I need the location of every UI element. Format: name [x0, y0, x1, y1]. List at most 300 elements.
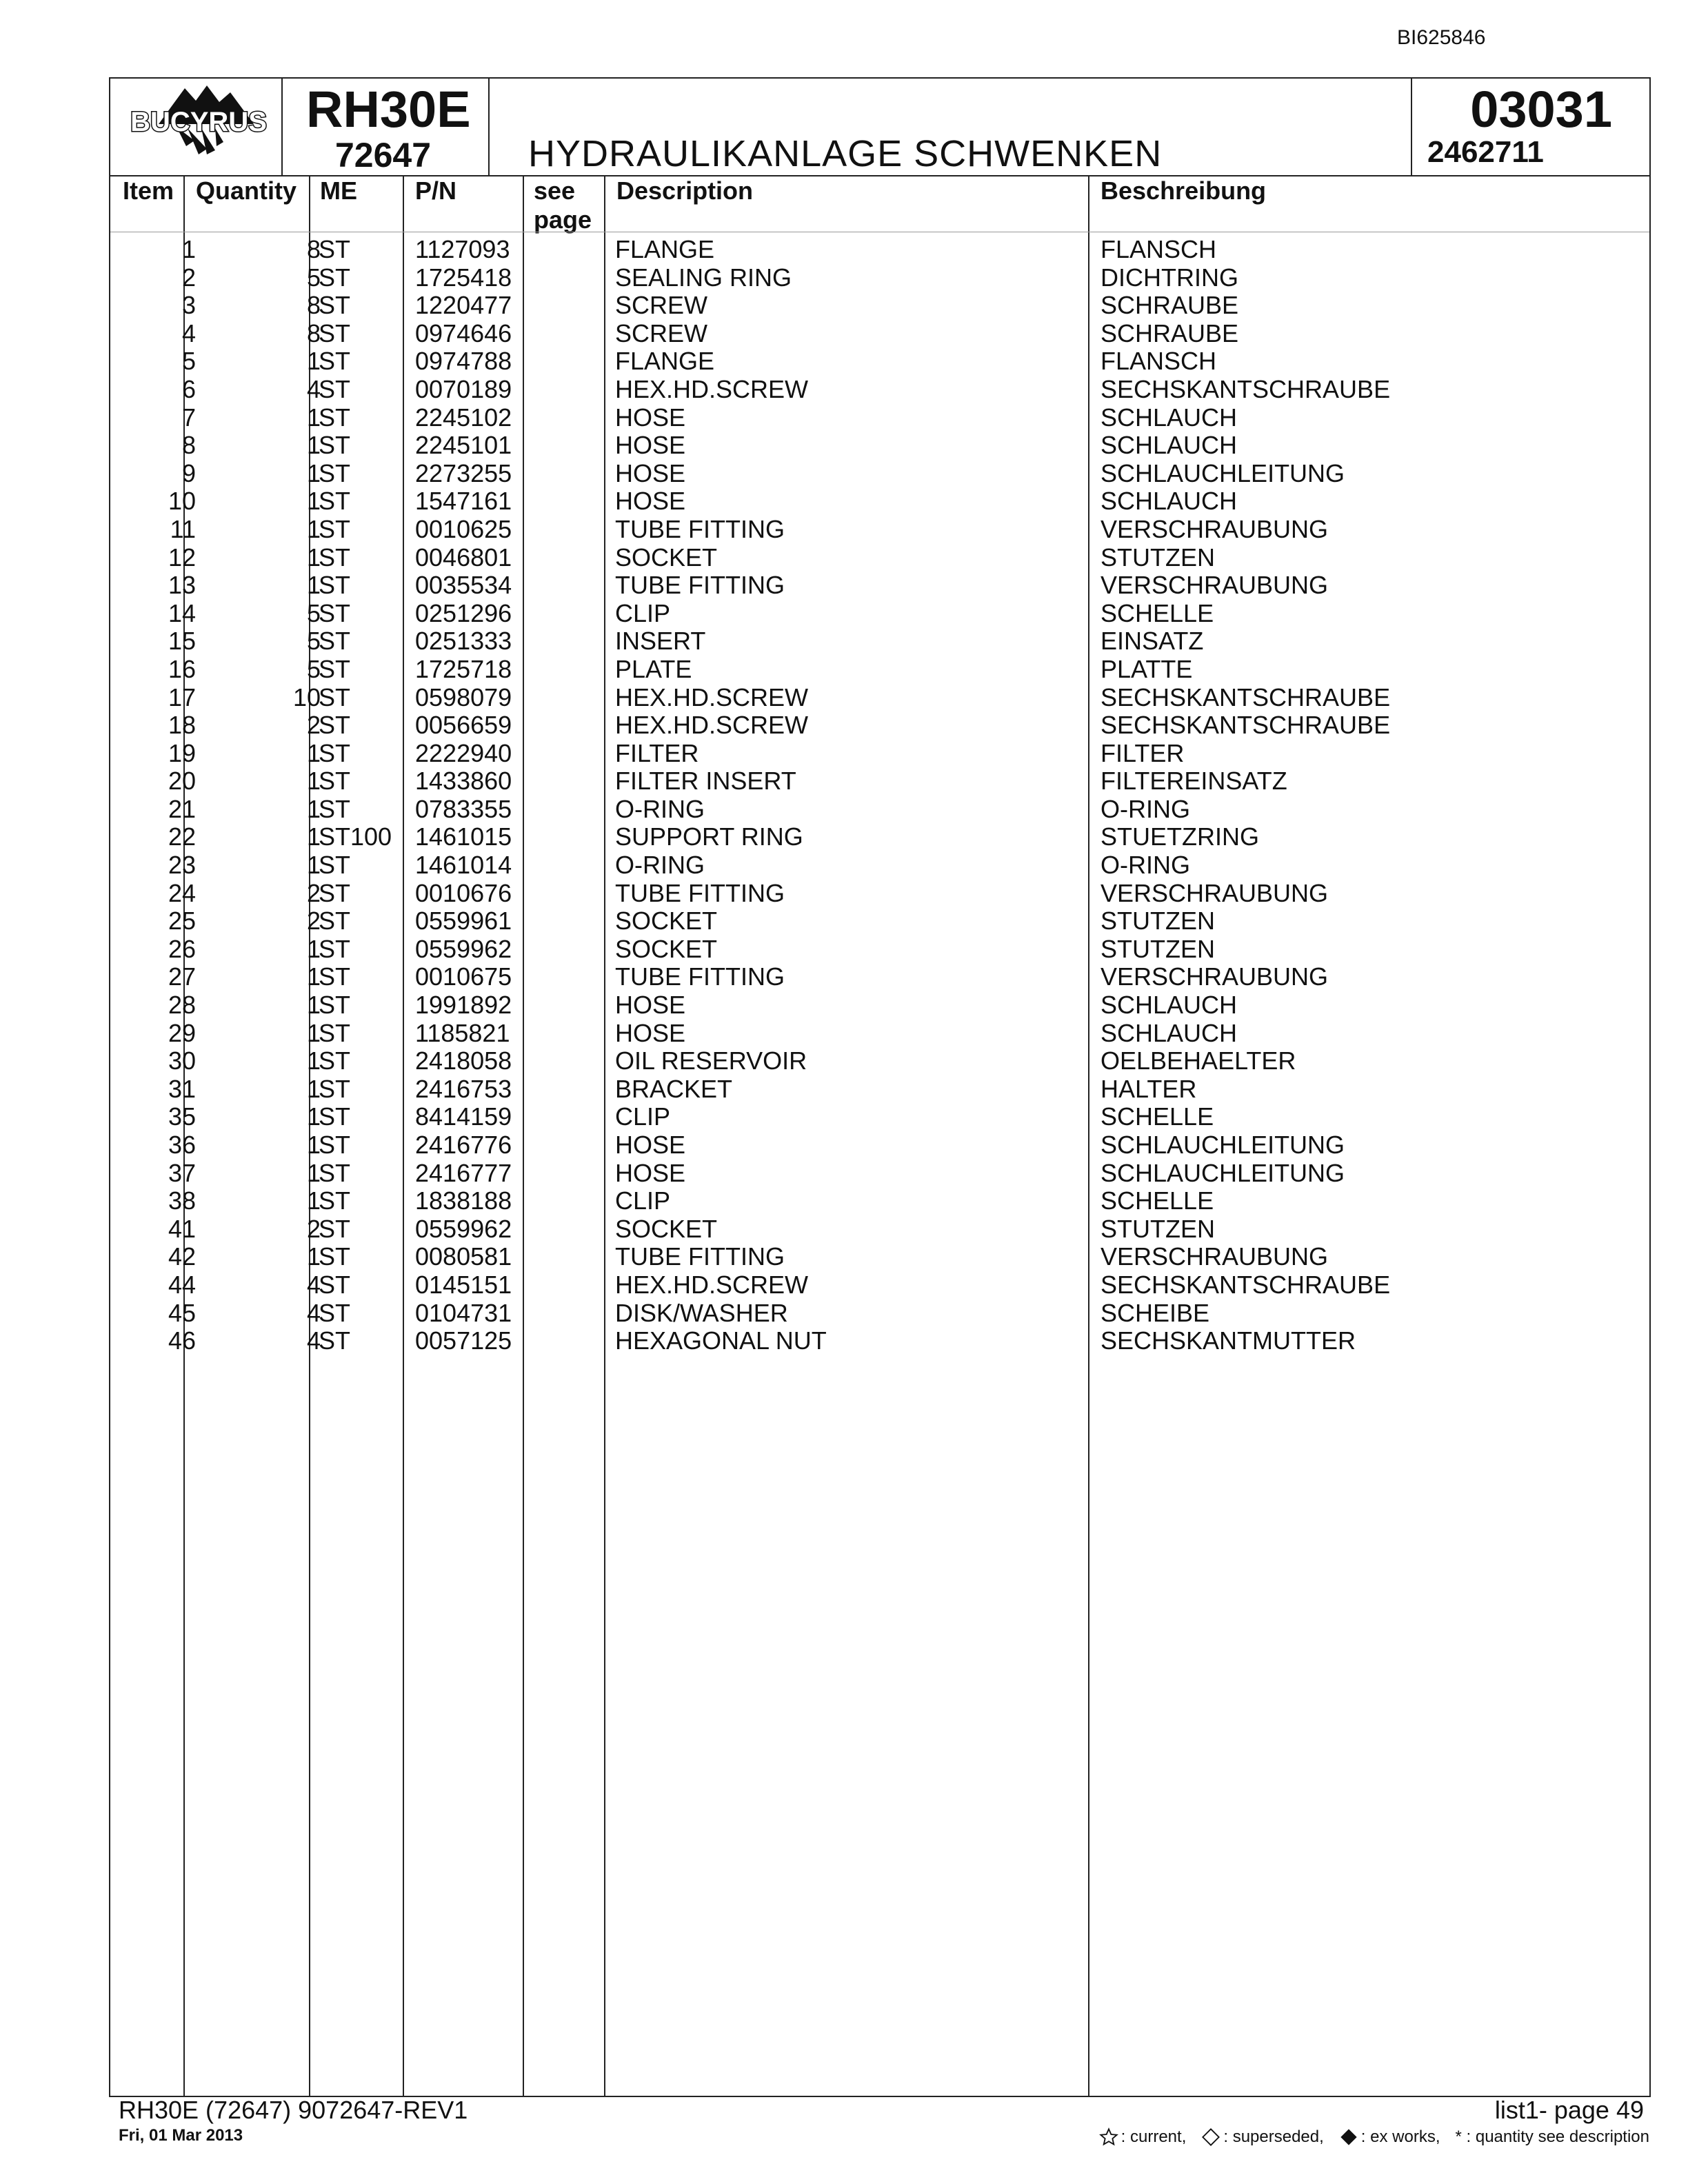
cell-me: ST	[319, 738, 351, 767]
cell-description: HEXAGONAL NUT	[615, 1326, 827, 1355]
legend	[1099, 2127, 1649, 2147]
cell-description: TUBE FITTING	[615, 514, 785, 543]
table-row	[110, 1103, 1649, 1131]
table-row	[110, 1187, 1649, 1215]
table-row	[110, 1215, 1649, 1244]
diamond-filled-icon	[1339, 2127, 1358, 2147]
cell-pn: 1461014	[415, 851, 512, 880]
cell-me: ST	[319, 962, 351, 991]
cell-item: 46	[168, 1326, 196, 1355]
table-row	[110, 544, 1649, 572]
document-id: BI625846	[1397, 26, 1486, 49]
table-row	[110, 684, 1649, 712]
cell-beschreibung: SCHELLE	[1101, 598, 1214, 627]
cell-beschreibung: SCHLAUCH	[1101, 1018, 1238, 1047]
cell-description: HOSE	[615, 458, 686, 487]
cell-quantity: 2	[306, 907, 321, 936]
cell-quantity: 1	[306, 794, 321, 823]
table-row	[110, 432, 1649, 460]
cell-beschreibung: FILTER	[1101, 738, 1185, 767]
cell-pn: 2273255	[415, 458, 512, 487]
cell-me: ST	[319, 1102, 351, 1131]
cell-pn: 1725418	[415, 263, 512, 292]
cell-me: ST	[319, 1186, 351, 1215]
cell-me: ST	[319, 1242, 351, 1271]
page-title: HYDRAULIKANLAGE SCHWENKEN	[528, 133, 1163, 174]
cell-beschreibung: FLANSCH	[1101, 347, 1217, 376]
cell-quantity: 5	[306, 654, 321, 683]
header-divider	[281, 79, 283, 175]
cell-beschreibung: SCHEIBE	[1101, 1298, 1210, 1327]
cell-pn: 1725718	[415, 654, 512, 683]
cell-pn: 0974788	[415, 347, 512, 376]
cell-me: ST	[319, 374, 351, 403]
cell-beschreibung: VERSCHRAUBUNG	[1101, 571, 1329, 600]
cell-item: 37	[168, 1158, 196, 1187]
cell-quantity: 1	[306, 431, 321, 460]
cell-item: 14	[168, 598, 196, 627]
cell-quantity: 1	[306, 1046, 321, 1075]
cell-quantity: 1	[306, 514, 321, 543]
cell-description: HOSE	[615, 991, 686, 1020]
cell-description: SCREW	[615, 318, 707, 347]
cell-me: ST	[319, 514, 351, 543]
cell-quantity: 1	[306, 738, 321, 767]
cell-me: ST	[319, 1074, 351, 1103]
cell-me: ST	[319, 1046, 351, 1075]
cell-quantity: 8	[306, 318, 321, 347]
cell-description: HEX.HD.SCREW	[615, 1270, 809, 1299]
col-header-description: Description	[616, 176, 754, 205]
cell-item: 1	[181, 235, 196, 263]
cell-pn: 0057125	[415, 1326, 512, 1355]
cell-description: TUBE FITTING	[615, 571, 785, 600]
cell-me: ST	[319, 1326, 351, 1355]
cell-quantity: 5	[306, 627, 321, 656]
cell-item: 5	[181, 347, 196, 376]
legend-ex-works	[1339, 2127, 1440, 2147]
cell-beschreibung: DICHTRING	[1101, 263, 1238, 292]
table-row	[110, 236, 1649, 264]
cell-me: ST	[319, 907, 351, 936]
cell-beschreibung: SCHELLE	[1101, 1186, 1214, 1215]
col-header-me: ME	[320, 176, 357, 205]
cell-description: SEALING RING	[615, 263, 792, 292]
cell-item: 19	[168, 738, 196, 767]
cell-quantity: 1	[306, 767, 321, 796]
cell-me: ST	[319, 711, 351, 740]
cell-me: ST	[319, 235, 351, 263]
cell-beschreibung: STUETZRING	[1101, 822, 1259, 851]
cell-beschreibung: OELBEHAELTER	[1101, 1046, 1296, 1075]
cell-pn: 0010625	[415, 514, 512, 543]
cell-pn: 2245102	[415, 403, 512, 432]
cell-beschreibung: SCHLAUCHLEITUNG	[1101, 1131, 1345, 1159]
cell-pn: 0010676	[415, 878, 512, 907]
cell-beschreibung: SCHLAUCHLEITUNG	[1101, 1158, 1345, 1187]
cell-me: ST	[319, 934, 351, 963]
table-row	[110, 936, 1649, 964]
cell-me: ST	[319, 767, 351, 796]
cell-quantity: 1	[306, 1074, 321, 1103]
cell-description: BRACKET	[615, 1074, 733, 1103]
legend-superseded-label: : superseded,	[1223, 2127, 1324, 2146]
cell-beschreibung: SCHLAUCHLEITUNG	[1101, 458, 1345, 487]
cell-item: 9	[181, 458, 196, 487]
cell-quantity: 1	[306, 851, 321, 880]
cell-me: ST	[319, 431, 351, 460]
model-number: 72647	[335, 136, 432, 174]
cell-beschreibung: STUTZEN	[1101, 543, 1215, 572]
cell-quantity: 8	[306, 291, 321, 320]
table-row	[110, 1243, 1649, 1271]
legend-superseded	[1201, 2127, 1323, 2147]
col-header-see: see	[534, 176, 576, 205]
table-row	[110, 907, 1649, 936]
cell-pn: 1220477	[415, 291, 512, 320]
footer-date: Fri, 01 Mar 2013	[119, 2126, 243, 2145]
cell-description: HOSE	[615, 431, 686, 460]
cell-item: 20	[168, 767, 196, 796]
cell-beschreibung: SCHLAUCH	[1101, 431, 1238, 460]
legend-ex-works-label: : ex works,	[1360, 2127, 1440, 2146]
cell-pn: 1127093	[415, 235, 510, 263]
cell-pn: 2222940	[415, 738, 512, 767]
table-row	[110, 1075, 1649, 1104]
cell-me: ST	[319, 347, 351, 376]
cell-description: HOSE	[615, 487, 686, 516]
cell-beschreibung: SECHSKANTSCHRAUBE	[1101, 1270, 1391, 1299]
cell-beschreibung: VERSCHRAUBUNG	[1101, 1242, 1329, 1271]
legend-current	[1099, 2127, 1187, 2147]
table-row	[110, 711, 1649, 740]
cell-item: 8	[181, 431, 196, 460]
table-row	[110, 460, 1649, 488]
cell-description: FILTER INSERT	[615, 767, 796, 796]
cell-pn: 0783355	[415, 794, 512, 823]
cell-beschreibung: O-RING	[1101, 851, 1190, 880]
cell-description: CLIP	[615, 598, 671, 627]
table-row	[110, 740, 1649, 768]
cell-quantity: 1	[306, 571, 321, 600]
cell-description: SOCKET	[615, 543, 718, 572]
table-row	[110, 851, 1649, 880]
cell-me: ST	[319, 1131, 351, 1159]
cell-pn: 0104731	[415, 1298, 512, 1327]
cell-me: ST	[319, 1214, 351, 1243]
cell-quantity: 4	[306, 1326, 321, 1355]
cell-quantity: 1	[306, 487, 321, 516]
table-row	[110, 1131, 1649, 1160]
cell-item: 28	[168, 991, 196, 1020]
table-row	[110, 656, 1649, 684]
cell-description: FLANGE	[615, 347, 715, 376]
table-row	[110, 823, 1649, 851]
cell-pn: 2416777	[415, 1158, 512, 1187]
diamond-outline-icon	[1201, 2127, 1220, 2147]
table-row	[110, 1327, 1649, 1355]
header-divider	[1411, 79, 1412, 175]
table-row	[110, 292, 1649, 320]
cell-description: TUBE FITTING	[615, 878, 785, 907]
cell-description: SCREW	[615, 291, 707, 320]
table-row	[110, 347, 1649, 376]
cell-pn: 8414159	[415, 1102, 512, 1131]
table-row	[110, 963, 1649, 991]
cell-quantity: 1	[306, 1186, 321, 1215]
cell-quantity: 5	[306, 263, 321, 292]
cell-beschreibung: SCHELLE	[1101, 1102, 1214, 1131]
cell-description: HEX.HD.SCREW	[615, 682, 809, 711]
cell-me: ST	[319, 403, 351, 432]
cell-description: SOCKET	[615, 907, 718, 936]
table-row	[110, 627, 1649, 656]
cell-quantity: 1	[306, 458, 321, 487]
footer-doc-ref: RH30E (72647) 9072647-REV1	[119, 2096, 468, 2124]
cell-pn: 0559962	[415, 1214, 512, 1243]
cell-pn: 1461015	[415, 822, 512, 851]
cell-pn: 0251333	[415, 627, 512, 656]
cell-beschreibung: SCHLAUCH	[1101, 487, 1238, 516]
group-number: 2462711	[1427, 135, 1544, 169]
cell-quantity: 8	[306, 235, 321, 263]
cell-description: CLIP	[615, 1186, 671, 1215]
cell-me: ST	[319, 682, 351, 711]
cell-item: 10	[168, 487, 196, 516]
cell-me: ST	[319, 1270, 351, 1299]
cell-me: ST	[319, 263, 351, 292]
table-row	[110, 487, 1649, 516]
cell-quantity: 4	[306, 1298, 321, 1327]
cell-me: ST	[319, 991, 351, 1020]
cell-quantity: 1	[306, 991, 321, 1020]
cell-beschreibung: SCHLAUCH	[1101, 403, 1238, 432]
cell-description: HOSE	[615, 1158, 686, 1187]
cell-description: HEX.HD.SCREW	[615, 711, 809, 740]
cell-pn: 0056659	[415, 711, 512, 740]
cell-beschreibung: FLANSCH	[1101, 235, 1217, 263]
cell-item: 35	[168, 1102, 196, 1131]
cell-quantity: 4	[306, 1270, 321, 1299]
table-row	[110, 767, 1649, 796]
cell-quantity: 1	[306, 1131, 321, 1159]
parts-table-body	[110, 236, 1649, 1355]
cell-pn: 0559961	[415, 907, 512, 936]
cell-beschreibung: O-RING	[1101, 794, 1190, 823]
cell-quantity: 1	[306, 1158, 321, 1187]
cell-beschreibung: EINSATZ	[1101, 627, 1204, 656]
table-row	[110, 1020, 1649, 1048]
table-row	[110, 320, 1649, 348]
cell-description: SOCKET	[615, 934, 718, 963]
cell-pn: 1547161	[415, 487, 512, 516]
cell-item: 24	[168, 878, 196, 907]
cell-quantity: 1	[306, 1102, 321, 1131]
cell-item: 42	[168, 1242, 196, 1271]
legend-quantity-label: * : quantity see description	[1455, 2127, 1649, 2146]
cell-pn: 1991892	[415, 991, 512, 1020]
cell-pn: 1185821	[415, 1018, 510, 1047]
cell-description: HOSE	[615, 1131, 686, 1159]
cell-pn: 0080581	[415, 1242, 512, 1271]
cell-description: DISK/WASHER	[615, 1298, 788, 1327]
cell-pn: 2418058	[415, 1046, 512, 1075]
cell-item: 18	[168, 711, 196, 740]
cell-item: 36	[168, 1131, 196, 1159]
cell-quantity: 2	[306, 1214, 321, 1243]
cell-quantity: 1	[306, 1242, 321, 1271]
cell-beschreibung: SCHLAUCH	[1101, 991, 1238, 1020]
cell-me: ST	[319, 318, 351, 347]
table-row	[110, 264, 1649, 292]
col-header-beschreibung: Beschreibung	[1101, 176, 1267, 205]
cell-item: 30	[168, 1046, 196, 1075]
cell-quantity: 1	[306, 962, 321, 991]
cell-me: ST	[319, 291, 351, 320]
cell-description: SUPPORT RING	[615, 822, 803, 851]
cell-quantity: 1	[306, 347, 321, 376]
cell-beschreibung: FILTEREINSATZ	[1101, 767, 1287, 796]
cell-description: FILTER	[615, 738, 699, 767]
cell-me: ST	[319, 458, 351, 487]
col-header-see-page	[534, 176, 592, 234]
cell-item: 22	[168, 822, 196, 851]
cell-pn: 0145151	[415, 1270, 512, 1299]
col-header-pn: P/N	[415, 176, 457, 205]
cell-me: ST	[319, 878, 351, 907]
cell-quantity: 2	[306, 711, 321, 740]
cell-pn: 1433860	[415, 767, 512, 796]
cell-beschreibung: VERSCHRAUBUNG	[1101, 962, 1329, 991]
model-name: RH30E	[306, 81, 471, 138]
cell-me: ST	[319, 1158, 351, 1187]
table-row	[110, 1047, 1649, 1075]
logo-text: BUCYRUS	[130, 107, 267, 137]
cell-item: 31	[168, 1074, 196, 1103]
cell-description: SOCKET	[615, 1214, 718, 1243]
cell-quantity: 1	[306, 822, 321, 851]
cell-item: 38	[168, 1186, 196, 1215]
cell-pn: 0070189	[415, 374, 512, 403]
cell-item: 23	[168, 851, 196, 880]
cell-beschreibung: SCHRAUBE	[1101, 318, 1239, 347]
cell-item: 6	[181, 374, 196, 403]
cell-description: PLATE	[615, 654, 692, 683]
cell-beschreibung: STUTZEN	[1101, 1214, 1215, 1243]
cell-me: ST	[319, 1298, 351, 1327]
cell-pn: 2416753	[415, 1074, 512, 1103]
cell-pn: 2245101	[415, 431, 512, 460]
cell-item: 13	[168, 571, 196, 600]
cell-beschreibung: SCHRAUBE	[1101, 291, 1239, 320]
cell-item: 21	[168, 794, 196, 823]
cell-item: 4	[181, 318, 196, 347]
cell-pn: 0046801	[415, 543, 512, 572]
cell-description: TUBE FITTING	[615, 1242, 785, 1271]
cell-pn: 0035534	[415, 571, 512, 600]
cell-quantity: 10	[292, 682, 321, 711]
cell-item: 27	[168, 962, 196, 991]
table-row	[110, 600, 1649, 628]
cell-me: ST	[319, 598, 351, 627]
cell-beschreibung: STUTZEN	[1101, 934, 1215, 963]
table-row	[110, 796, 1649, 824]
col-header-item: Item	[123, 176, 174, 205]
cell-item: 12	[168, 543, 196, 572]
cell-pn: 1838188	[415, 1186, 512, 1215]
cell-description: HOSE	[615, 403, 686, 432]
cell-description: HEX.HD.SCREW	[615, 374, 809, 403]
header-divider	[488, 79, 490, 175]
cell-description: O-RING	[615, 794, 705, 823]
cell-item: 44	[168, 1270, 196, 1299]
cell-pn: 0251296	[415, 598, 512, 627]
cell-item: 25	[168, 907, 196, 936]
cell-item: 17	[168, 682, 196, 711]
cell-beschreibung: SECHSKANTSCHRAUBE	[1101, 682, 1391, 711]
cell-item: 2	[181, 263, 196, 292]
cell-me: ST	[319, 1018, 351, 1047]
cell-me: ST	[319, 851, 351, 880]
cell-me: ST	[319, 571, 351, 600]
cell-beschreibung: SECHSKANTMUTTER	[1101, 1326, 1356, 1355]
cell-pn: 0559962	[415, 934, 512, 963]
cell-me: ST	[319, 487, 351, 516]
cell-item: 15	[168, 627, 196, 656]
col-header-quantity: Quantity	[196, 176, 297, 205]
parts-list-frame	[109, 77, 1651, 2097]
star-outline-icon	[1099, 2127, 1118, 2147]
cell-me: ST	[319, 794, 351, 823]
cell-me: ST	[319, 627, 351, 656]
cell-description: HOSE	[615, 1018, 686, 1047]
cell-pn: 0010675	[415, 962, 512, 991]
legend-current-label: : current,	[1121, 2127, 1187, 2146]
cell-description: CLIP	[615, 1102, 671, 1131]
cell-beschreibung: PLATTE	[1101, 654, 1193, 683]
cell-me: ST100	[319, 822, 392, 851]
col-header-page: page	[534, 205, 592, 234]
cell-item: 41	[168, 1214, 196, 1243]
cell-pn: 2416776	[415, 1131, 512, 1159]
cell-quantity: 1	[306, 543, 321, 572]
cell-beschreibung: STUTZEN	[1101, 907, 1215, 936]
table-row	[110, 516, 1649, 544]
cell-item: 29	[168, 1018, 196, 1047]
cell-item: 16	[168, 654, 196, 683]
cell-pn: 0598079	[415, 682, 512, 711]
table-row	[110, 1160, 1649, 1188]
cell-description: FLANGE	[615, 235, 715, 263]
bucyrus-logo	[119, 81, 279, 172]
table-row	[110, 880, 1649, 908]
footer-page: list1- page 49	[1494, 2096, 1644, 2124]
group-code: 03031	[1470, 81, 1612, 138]
cell-me: ST	[319, 654, 351, 683]
cell-quantity: 4	[306, 374, 321, 403]
cell-item: 11	[170, 514, 196, 543]
table-row	[110, 376, 1649, 404]
cell-quantity: 5	[306, 598, 321, 627]
cell-description: OIL RESERVOIR	[615, 1046, 807, 1075]
cell-item: 45	[168, 1298, 196, 1327]
table-row	[110, 1300, 1649, 1328]
cell-item: 3	[181, 291, 196, 320]
cell-item: 7	[181, 403, 196, 432]
cell-quantity: 1	[306, 934, 321, 963]
cell-quantity: 1	[306, 1018, 321, 1047]
table-row	[110, 572, 1649, 600]
